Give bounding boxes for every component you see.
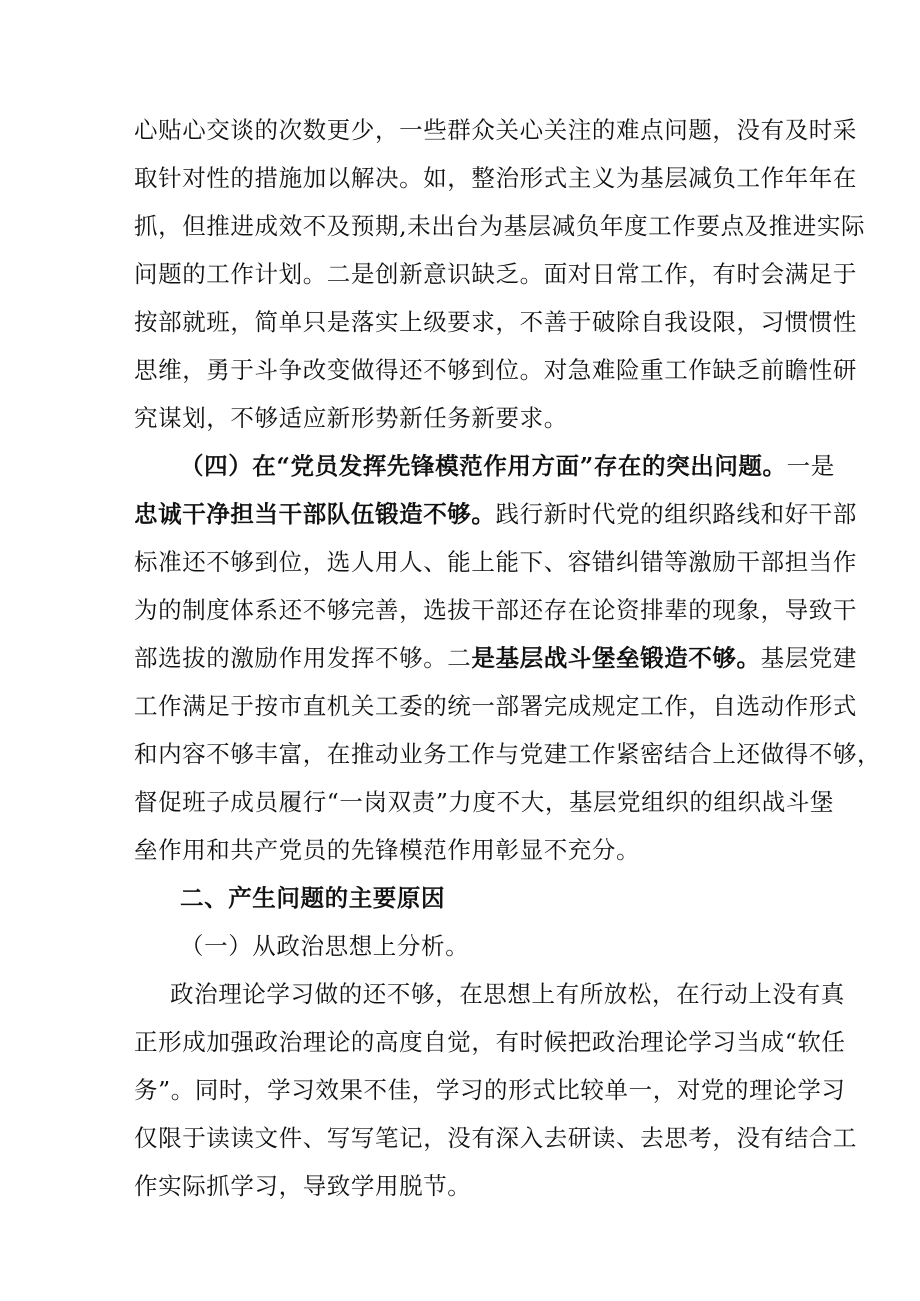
subheading-four: （四）在“党员发挥先锋模范作用方面”存在的突出问题。	[180, 452, 787, 480]
point-two-title: 是基层战斗堡垒锻造不够。	[471, 644, 761, 672]
paragraph-line: 问题的工作计划。二是创新意识缺乏。面对日常工作，有时会满足于	[134, 260, 857, 288]
paragraph-line: 督促班子成员履行“一岗双责”力度不大，基层党组织的组织战斗堡	[134, 788, 835, 816]
paragraph-line: 心贴心交谈的次数更少，一些群众关心关注的难点问题，没有及时采	[134, 116, 857, 144]
line-text: 践行新时代党的组织路线和好干部	[495, 500, 857, 528]
paragraph-line: 按部就班，简单只是落实上级要求，不善于破除自我设限，习惯惯性	[134, 308, 857, 336]
paragraph-line: 正形成加强政治理论的高度自觉，有时候把政治理论学习当成“软任	[134, 1028, 846, 1056]
paragraph-line: 作实际抓学习，导致学用脱节。	[134, 1172, 472, 1200]
paragraph-line	[134, 499, 857, 529]
paragraph-line: 政治理论学习做的还不够，在思想上有所放松，在行动上没有真	[170, 980, 845, 1008]
point-one-title: 忠诚干净担当干部队伍锻造不够。	[134, 500, 496, 528]
line-text: 部选拔的激励作用发挥不够。二	[134, 644, 472, 672]
paragraph-line: 仅限于读读文件、写写笔记，没有深入去研读、去思考，没有结合工	[134, 1124, 857, 1152]
paragraph-line: 和内容不够丰富，在推动业务工作与党建工作紧密结合上还做得不够，	[134, 740, 882, 768]
paragraph-line: 取针对性的措施加以解决。如，整治形式主义为基层减负工作年年在	[134, 164, 857, 192]
paragraph-line: 思维，勇于斗争改变做得还不够到位。对急难险重工作缺乏前瞻性研	[134, 356, 857, 384]
paragraph-line	[180, 451, 835, 481]
paragraph-line: 垒作用和共产党员的先锋模范作用彰显不充分。	[134, 836, 641, 864]
section-heading: 二、产生问题的主要原因	[180, 884, 446, 912]
paragraph-line	[134, 643, 857, 673]
paragraph-line: 标准还不够到位，选人用人、能上能下、容错纠错等激励干部担当作	[134, 548, 857, 576]
line-text: 一是	[786, 452, 835, 480]
paragraph-line: 务”。同时，学习效果不佳，学习的形式比较单一，对党的理论学习	[134, 1076, 846, 1104]
paragraph-line: 工作满足于按市直机关工委的统一部署完成规定工作，自选动作形式	[134, 692, 857, 720]
paragraph-line: 抓，但推进成效不及预期,未出台为基层减负年度工作要点及推进实际	[134, 212, 866, 240]
paragraph-line: 究谋划，不够适应新形势新任务新要求。	[134, 404, 568, 432]
subsection-heading: （一）从政治思想上分析。	[180, 932, 470, 960]
line-text: 基层党建	[760, 644, 858, 672]
paragraph-line: 为的制度体系还不够完善，选拔干部还存在论资排辈的现象，导致干	[134, 596, 857, 624]
